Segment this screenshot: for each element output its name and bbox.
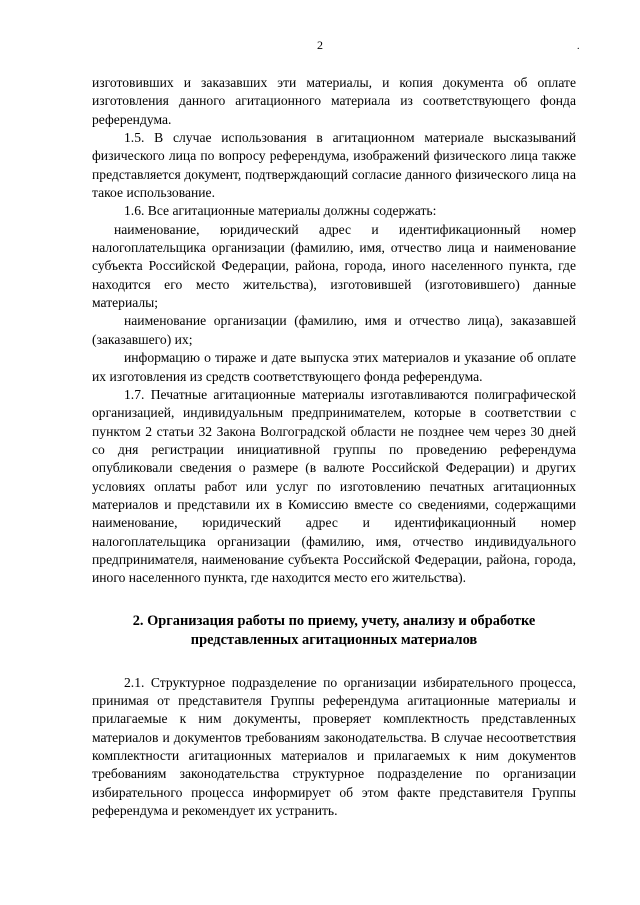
list-item-customer: наименование организации (фамилию, имя и отчество лица), заказавшей (заказавшего) их;: [92, 313, 576, 347]
list-item-circulation: информацию о тираже и дате выпуска этих материалов и указание об оплате их изготовления из средств соответствующего фонда референдума.: [92, 350, 576, 384]
paragraph-2-1: 2.1. Структурное подразделение по организации избирательного процесса, принимая от представителя Группы референдума агитационные материалы и прилагаемые к ним документы, проверяет комплектность представленных материалов и документов требованиям законодательства. В случае несоответствия комплектности агитационных материалов и прилагаемых к ним документов требованиям законодательства структурное подразделение по организации избирательного процесса информирует об этом факте представителя Группы референдума и рекомендует их устранить.: [92, 674, 576, 819]
paragraph-continuation: изготовивших и заказавших эти материалы, и копия документа об оплате изготовления данного агитационного материала из соответствующего фонда референдума.: [92, 75, 576, 127]
section-2-heading-line2: представленных агитационных материалов: [190, 631, 478, 648]
list-item-requisites: наименование, юридический адрес и идентификационный номер налогоплательщика организации (фамилию, имя, отчество лица и наименование субъекта Российской Федерации, района, города, иного населенного пункта, где находится его место жительства), изготовившей (изготовившего) данные материалы;: [92, 221, 576, 311]
section-2-heading: [92, 612, 576, 650]
paragraph-1-5: 1.5. В случае использования в агитационном материале высказываний физического лица по вопросу референдума, изображений физического лица также представляется документ, подтверждающий согласие данного физического лица на такое использование.: [92, 130, 576, 201]
section-2-heading-line1: 2. Организация работы по приему, учету, анализу и обработке: [132, 612, 536, 629]
paragraph-1-7: 1.7. Печатные агитационные материалы изготавливаются полиграфической организацией, индивидуальным предпринимателем, которые в соответствии с пунктом 2 статьи 32 Закона Волгоградской области не позднее чем через 30 дней со дня регистрации инициативной группы по проведению референдума опубликовали сведения о размере (в валюте Российской Федерации) и других условиях оплаты работ или услуг по изготовлению печатных агитационных материалов и представили их в Комиссию вместе со сведениями, содержащими наименование, юридический адрес и идентификационный номер налогоплательщика организации (фамилию, имя, отчество индивидуального предпринимателя, наименование субъекта Российской Федерации, района, города, иного населенного пункта, где находится место его жительства).: [92, 386, 576, 586]
page-number: 2: [317, 38, 323, 52]
paragraph-1-6: 1.6. Все агитационные материалы должны содержать:: [124, 203, 437, 219]
document-body: [92, 74, 576, 820]
corner-mark: .: [577, 41, 580, 52]
